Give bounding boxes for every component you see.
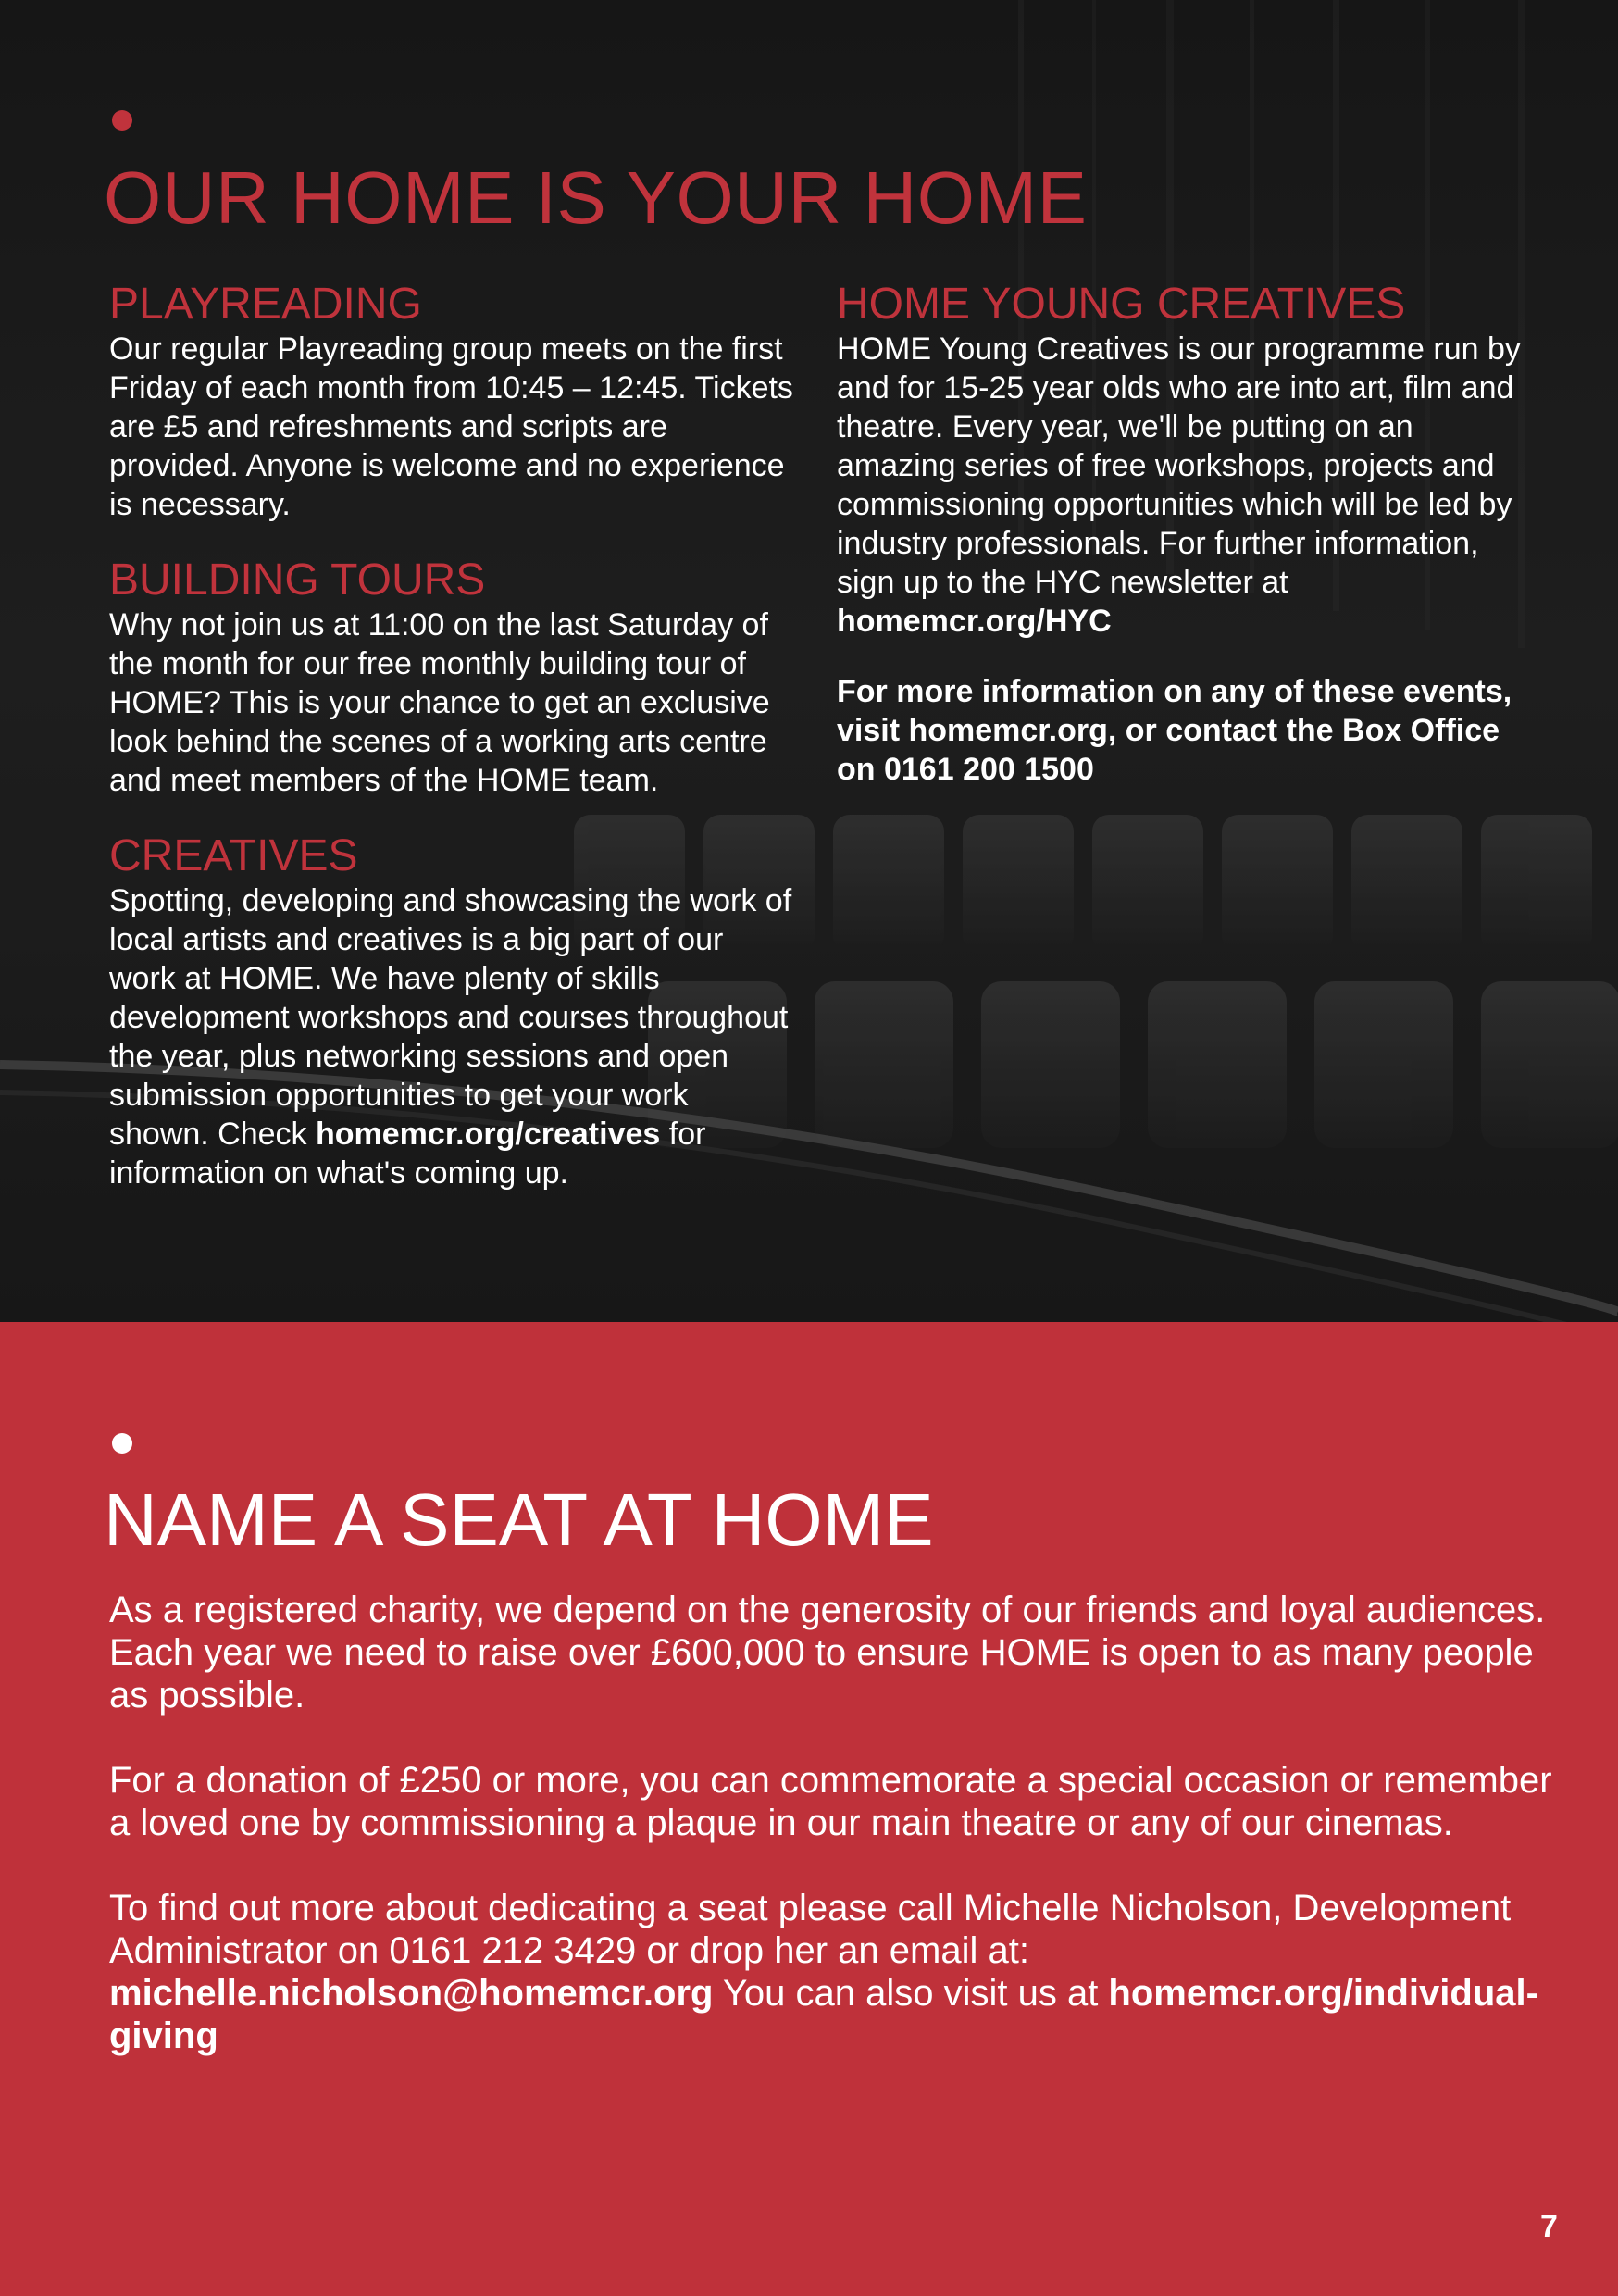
contact-text-2: You can also visit us at [713, 1973, 1109, 2014]
more-info-text: For more information on any of these events, visit homemcr.org, or contact the Box Office on 0161 200 1500 [837, 674, 1512, 787]
white-bullet-dot [112, 1433, 132, 1454]
young-creatives-body: HOME Young Creatives is our programme run by and for 15-25 year olds who are into art, film and theatre. Every year, we'll be putting on an amazing series of free workshops, projects and commissioning opportunities which will be led by industry professionals. For further information, sign up to the HYC newsletter at [837, 331, 1521, 600]
page-number: 7 [1540, 2209, 1558, 2244]
young-creatives-text [837, 330, 1522, 641]
creatives-text-before: Spotting, developing and showcasing the work of local artists and creatives is a big part of our work at HOME. We have plenty of skills development workshops and courses throughout the year, plus networking sessions and open submission opportunities to get your work shown. Check [109, 883, 792, 1152]
playreading-text: Our regular Playreading group meets on the first Friday of each month from 10:45 – 12:45. Tickets are £5 and refreshments and scripts are provided. Anyone is welcome and no experience is necessary. [109, 331, 793, 522]
seat-title: NAME A SEAT AT HOME [104, 1479, 934, 1561]
left-column [109, 280, 794, 1224]
creatives-link[interactable]: homemcr.org/creatives [316, 1117, 661, 1152]
young-creatives-heading: HOME YOUNG CREATIVES [837, 280, 1406, 329]
contact-paragraph [109, 1887, 1553, 2057]
creatives-text [109, 881, 794, 1192]
page-title: OUR HOME IS YOUR HOME [104, 156, 1088, 239]
contact-text: To find out more about dedicating a seat please call Michelle Nicholson, Development Administrator on 0161 212 3429 or drop her an email at: [109, 1888, 1512, 1971]
creatives-heading: CREATIVES [109, 831, 358, 880]
building-tours-heading: BUILDING TOURS [109, 555, 486, 605]
right-column [837, 280, 1522, 789]
charity-paragraph: As a registered charity, we depend on the generosity of our friends and loyal audiences. Each year we need to raise over £600,000 to ensure HOME is open to as many people as possible. [109, 1590, 1546, 1716]
playreading-heading: PLAYREADING [109, 280, 422, 329]
young-creatives-section [837, 280, 1522, 641]
creatives-text-after: for information on what's coming up. [109, 1117, 706, 1191]
building-tours-text: Why not join us at 11:00 on the last Saturday of the month for our free monthly building tour of HOME? This is your chance to get an exclusive look behind the scenes of a working arts centre and meet members of the HOME team. [109, 607, 770, 798]
hyc-link[interactable]: homemcr.org/HYC [837, 604, 1112, 639]
email-link[interactable]: michelle.nicholson@homemcr.org [109, 1973, 714, 2014]
creatives-section [109, 831, 794, 1192]
building-tours-section [109, 555, 794, 800]
donation-paragraph: For a donation of £250 or more, you can commemorate a special occasion or remember a loved one by commissioning a plaque in our main theatre or any of our cinemas. [109, 1760, 1552, 1843]
red-bullet-dot [112, 110, 132, 131]
playreading-section [109, 280, 794, 524]
seat-body [109, 1589, 1553, 2100]
individual-giving-link[interactable]: homemcr.org/individual-giving [109, 1973, 1538, 2056]
